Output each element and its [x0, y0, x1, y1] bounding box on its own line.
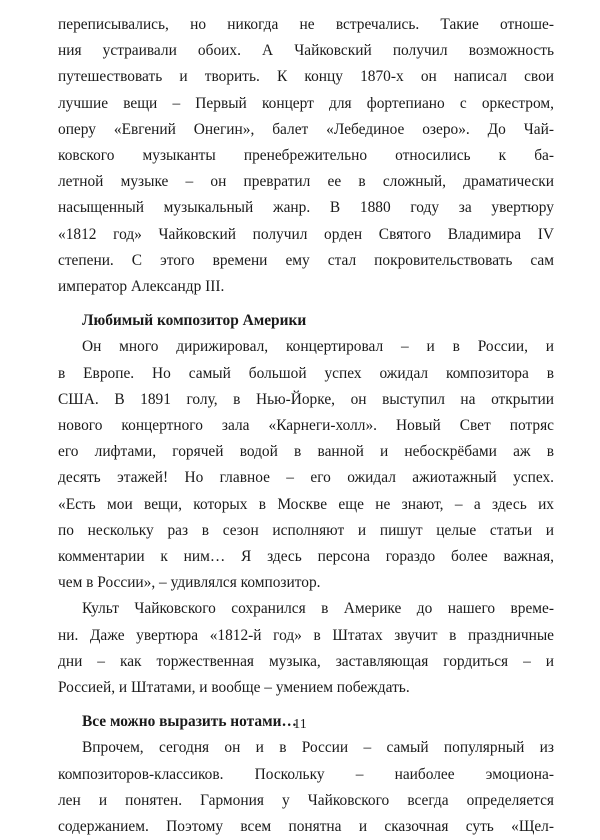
page-number: 11: [293, 717, 307, 732]
section-gap: [58, 701, 554, 709]
text-line: ни. Даже увертюра «1812-й год» в Штатах звучит в праздничные: [58, 626, 554, 644]
paragraph-3: [58, 596, 554, 701]
paragraph-1: [58, 12, 554, 300]
text-line: ния устраивали обоих. А Чайковский получил возможность: [58, 42, 554, 60]
text-line: по нескольку раз в сезон исполняют и пишут целые статьи и: [58, 521, 554, 539]
section-heading-america: Любимый композитор Америки: [82, 312, 307, 330]
text-line: император Александр III.: [58, 278, 225, 296]
text-line: степени. С этого времени ему стал покровительствовать сам: [58, 251, 554, 269]
section-gap: [58, 300, 554, 308]
text-line: лучшие вещи – Первый концерт для фортепиано с оркестром,: [58, 94, 554, 112]
text-line: насыщенный музыкальный жанр. В 1880 году за увертюру: [58, 199, 554, 217]
text-line: композиторов-классиков. Поскольку – наиболее эмоциона-: [58, 765, 554, 783]
paragraph-4: [58, 735, 554, 840]
text-line: Он много дирижировал, концертировал – и в России, и: [82, 338, 554, 356]
text-line: Культ Чайковского сохранился в Америке до нашего време-: [82, 600, 554, 618]
text-line: в Европе. Но самый большой успех ожидал композитора в: [58, 364, 554, 382]
text-line: оперу «Евгений Онегин», балет «Лебединое озеро». До Чай-: [58, 120, 554, 138]
text-line: США. В 1891 голу, в Нью-Йорке, он выступил на открытии: [58, 390, 554, 408]
text-line: «1812 год» Чайковский получил орден Святого Владимира IV: [58, 225, 554, 243]
text-line: ковского музыканты пренебрежительно относились к ба-: [58, 147, 554, 165]
text-line: комментарии к ним… Я здесь персона гораздо более важная,: [58, 548, 554, 566]
text-line: переписывались, но никогда не встречались. Такие отноше-: [58, 16, 554, 33]
text-line: нового концертного зала «Карнеги-холл». Новый Свет потряс: [58, 417, 554, 435]
section-heading-notes: Все можно выразить нотами…: [82, 713, 297, 731]
text-line: «Есть мои вещи, которых в Москве еще не знают, – а здесь их: [58, 495, 554, 513]
text-line: десять этажей! Но главное – его ожидал ажиотажный успех.: [58, 469, 554, 487]
text-line: содержанием. Поэтому всем понятна и сказочная суть «Щел-: [58, 818, 554, 836]
text-line: чем в России», – удивлялся композитор.: [58, 574, 321, 592]
paragraph-2: [58, 334, 554, 596]
text-line: лен и понятен. Гармония у Чайковского всегда определяется: [58, 791, 554, 809]
text-line: летной музыке – он превратил ее в сложный, драматически: [58, 173, 554, 191]
text-line: дни – как торжественная музыка, заставляющая гордиться – и: [58, 652, 554, 670]
text-line: Впрочем, сегодня он и в России – самый популярный из: [82, 739, 554, 757]
text-line: его лифтами, горячей водой в ванной и небоскрёбами аж в: [58, 443, 554, 461]
text-line: путешествовать и творить. К концу 1870-х он написал свои: [58, 68, 554, 86]
text-line: Россией, и Штатами, и вообще – умением побеждать.: [58, 679, 410, 697]
